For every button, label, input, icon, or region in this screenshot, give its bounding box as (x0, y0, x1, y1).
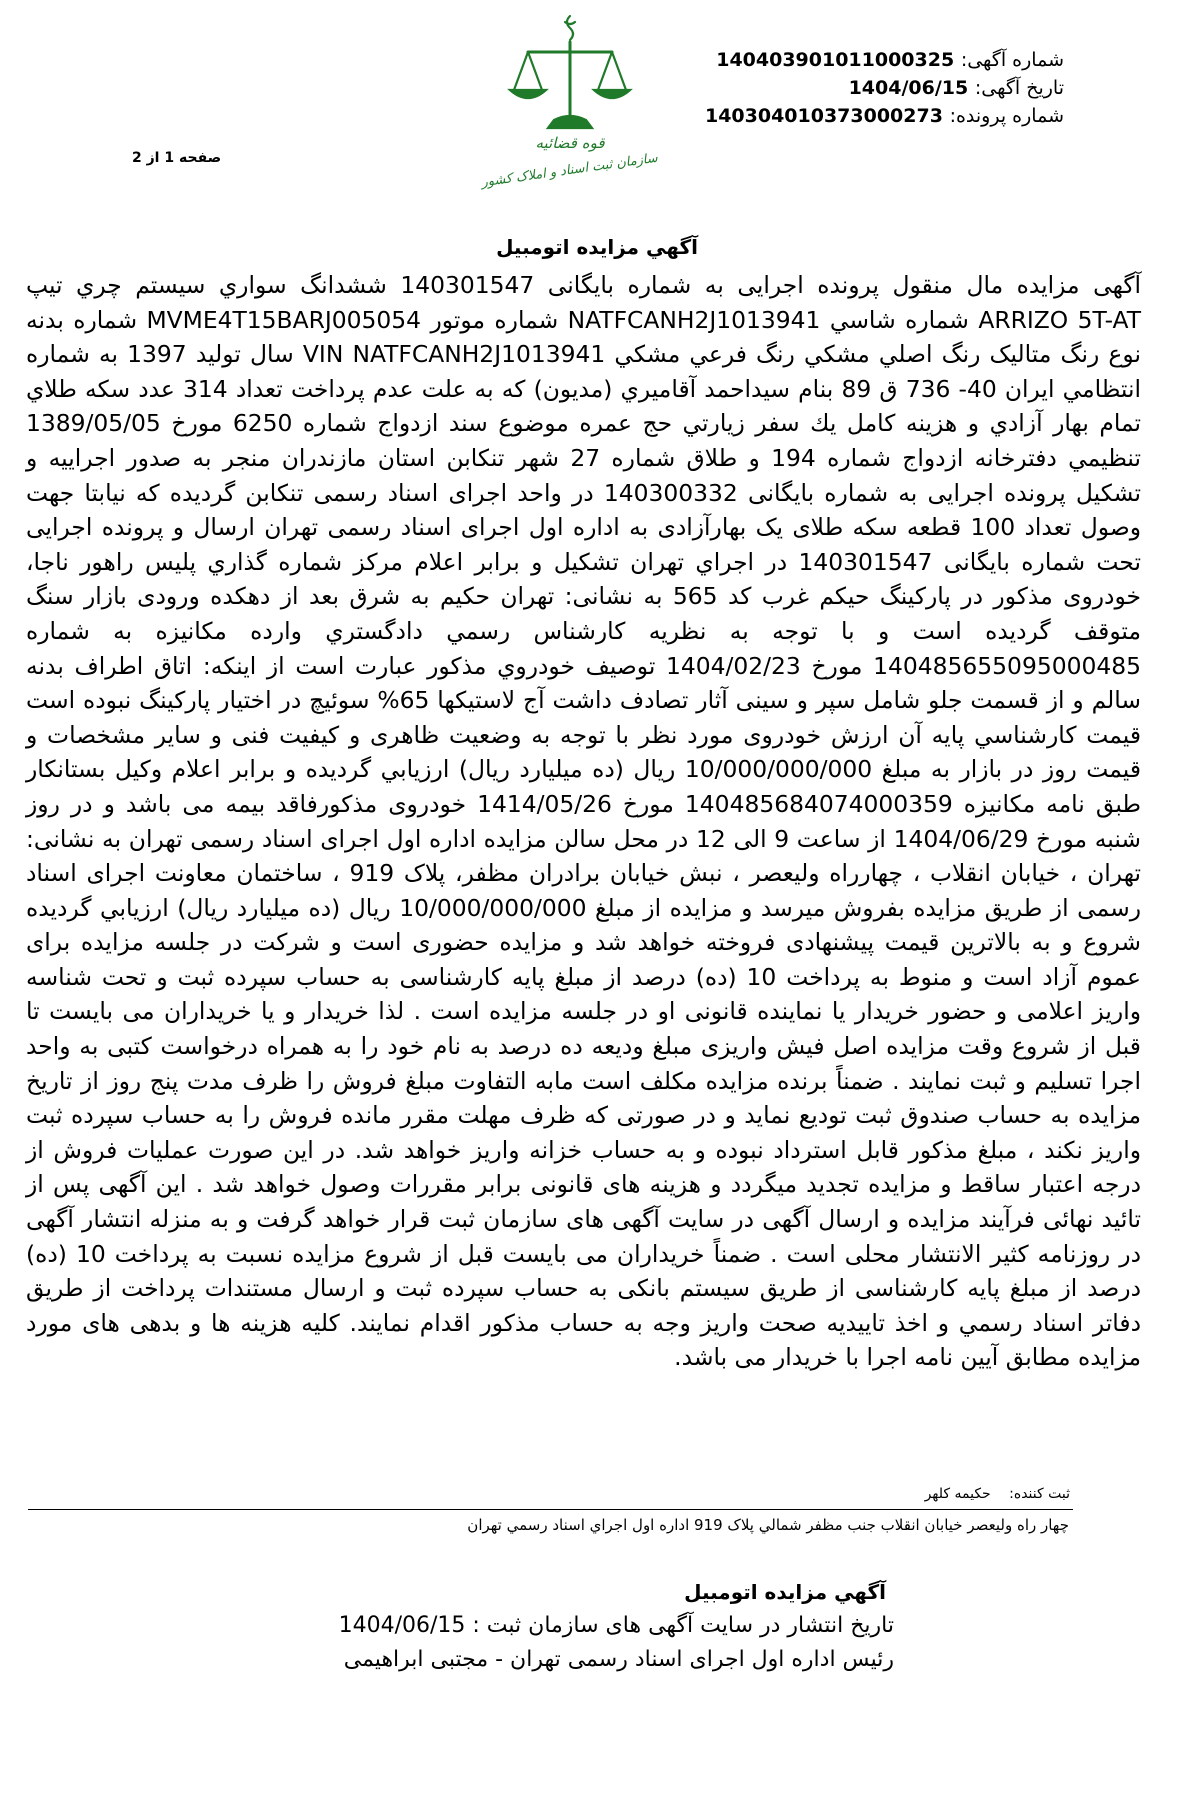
publish-date-line: تاریخ انتشار در سایت آگهی های سازمان ثبت : 1404/06/15 (338, 1613, 894, 1638)
signature-line: رئیس اداره اول اجرای اسناد رسمی تهران - مجتبی ابراهیمی (343, 1647, 894, 1672)
notice-body: آگهی مزایده مال منقول پرونده اجرایی به شماره بایگانی 140301547 ششدانگ سواري سیستم چري تیپ ARRIZO 5T-AT شماره شاسي NATFCANH2J1013941 شماره موتور MVME4T15BARJ005054 شماره بدنه نوع رنگ متالیک رنگ اصلي مشكي رنگ فرعي مشكي VIN NATFCANH2J1013941 سال تولید 1397 به شماره انتظامي ایران 40- 736 ق 89 بنام سیداحمد آقامیري (مديون) كه به علت عدم پرداخت تعداد 314 عدد سكه طلاي تمام بهار آزادي و هزينه كامل يك سفر زيارتي حج عمره موضوع سند ازدواج شماره 6250 مورخ 1389/05/05 تنظيمي دفترخانه ازدواج شماره 194 و طلاق شماره 27 شهر تنکابن استان مازندران منجر به صدور اجراییه و تشکیل پرونده اجرایی به شماره بایگانی 140300332 در واحد اجرای اسناد رسمی تنکابن گردیده که نیابتا جهت وصول تعداد 100 قطعه سکه طلای یک بهارآزادی به اداره اول اجرای اسناد رسمی تهران ارسال و پرونده اجرایی تحت شماره بایگانی 140301547 در اجراي تهران تشكيل و برابر اعلام مركز شماره گذاري پليس راهور ناجا، خودروی مذکور در پارکینگ حیکم غرب کد 565 به نشانی: تهران حکیم به شرق بعد از دهکده ورودی بازار سنگ متوقف گردیده است و با توجه به نظريه كارشناس رسمي دادگستري وارده مکانیزه به شماره 140485655095000485 مورخ 1404/02/23 توصيف خودروي مذكور عبارت است از اینکه: اتاق اطراف بدنه سالم و از قسمت جلو شامل سپر و سینی آثار تصادف داشت آج لاستیکها 65% سوئیچ در اختیار پارکینگ نبوده است قیمت کارشناسي پایه آن ارزش خودروی مورد نظر با توجه به وضعیت ظاهری و کیفیت فنی و سایر مشخصات و قیمت روز در بازار به مبلغ 10/000/000/000 ریال (ده میلیارد ریال) ارزیابي گردیده و برابر اعلام وکیل بستانکار طبق نامه مکانیزه 140485684074000359 مورخ 1414/05/26 خودروی مذکورفاقد بیمه می باشد و در روز شنبه مورخ 1404/06/29 از ساعت 9 الی 12 در محل سالن مزایده اداره اول اجرای اسناد رسمی تهران به نشانی: تهران ، خیابان انقلاب ، چهارراه ولیعصر ، نبش خیابان برادران مظفر، پلاک 919 ، ساختمان معاونت اجرای اسناد رسمی از طریق مزایده بفروش میرسد و مزایده از مبلغ 10/000/000/000 ریال (ده میلیارد ریال) ارزیابي گردیده شروع و به بالاترین قیمت پیشنهادی فروخته خواهد شد و مزایده حضوری است و شرکت در جلسه مزایده برای عموم آزاد است و منوط به پرداخت 10 (ده) درصد از مبلغ پایه کارشناسی به حساب سپرده ثبت و تحت شناسه واریز اعلامی و حضور خریدار یا نماینده قانونی او در جلسه مزایده است . لذا خریدار و یا خریداران می بایست تا قبل از شروع وقت مزایده اصل فیش واریزی مبلغ ودیعه ده درصد به نام خود را به همراه درخواست کتبی به واحد اجرا تسلیم و ثبت نمایند . ضمناً برنده مزایده مکلف است مابه التفاوت مبلغ فروش را ظرف مدت پنج روز از تاریخ مزایده به حساب صندوق ثبت تودیع نماید و در صورتی که ظرف مهلت مقرر مانده فروش را به حساب سپرده ثبت واریز نکند ، مبلغ مذکور قابل استرداد نبوده و به حساب خزانه واریز خواهد شد. در این صورت عملیات فروش از درجه اعتبار ساقط و مزایده تجدید میگردد و هزینه های قانونی برابر مقررات وصول خواهد شد . این آگهی پس از تائید نهائی فرآیند مزایده و ارسال آگهی در سایت آگهی های سازمان ثبت قرار خواهد گرفت و به منزله انتشار آگهی در روزنامه کثیر الانتشار محلی است . ضمناً خریداران می بایست قبل از شروع مزایده نسبت به پرداخت 10 (ده) درصد از مبلغ پایه کارشناسی از طریق سیستم بانکی به حساب سپرده ثبت و ارسال مستندات پرداخت از طریق دفاتر اسناد رسمي و اخذ تاییدیه صحت واریز وجه به حساب مذکور اقدام نمایند. کلیه هزینه ها و بدهی های مورد مزایده مطابق آیین نامه اجرا با خریدار می باشد. (26, 271, 1142, 1372)
case-number: 140304010373000273 (704, 105, 943, 127)
ad-date-label: تاریخ آگهی: (974, 77, 1064, 99)
footer-title: آگهي مزایده اتومبیل (684, 1580, 886, 1604)
emblem-caption-registration-org: سازمان ثبت اسناد و املاک کشور (480, 150, 659, 191)
registrar-name: حکیمه کلهر (924, 1486, 991, 1502)
case-number-row (705, 102, 1064, 130)
ad-date: 1404/06/15 (848, 77, 969, 99)
ad-number-label: شماره آگهی: (960, 49, 1064, 71)
notice-footer (339, 1575, 894, 1677)
emblem-caption-judiciary: قوه قضائیه (535, 134, 605, 152)
ad-number: 140403901011000325 (716, 49, 955, 71)
judiciary-emblem (470, 8, 680, 198)
notice-metadata (705, 46, 1064, 130)
divider (28, 1509, 1073, 1510)
registrar-label: ثبت کننده: (1009, 1486, 1070, 1502)
ad-number-row (705, 46, 1064, 74)
case-number-label: شماره پرونده: (949, 105, 1064, 127)
ad-date-row (705, 74, 1064, 102)
page-indicator: صفحه 1 از 2 (132, 150, 222, 166)
notice-title: آگهي مزایده اتومبیل (496, 235, 698, 259)
scales-of-justice-icon (470, 8, 680, 198)
registrar (925, 1486, 1070, 1502)
office-address: چهار راه وليعصر خيابان انقلاب جنب مظفر شمالي پلاک 919 اداره اول اجراي اسناد رسمي تهران (467, 1516, 1069, 1534)
